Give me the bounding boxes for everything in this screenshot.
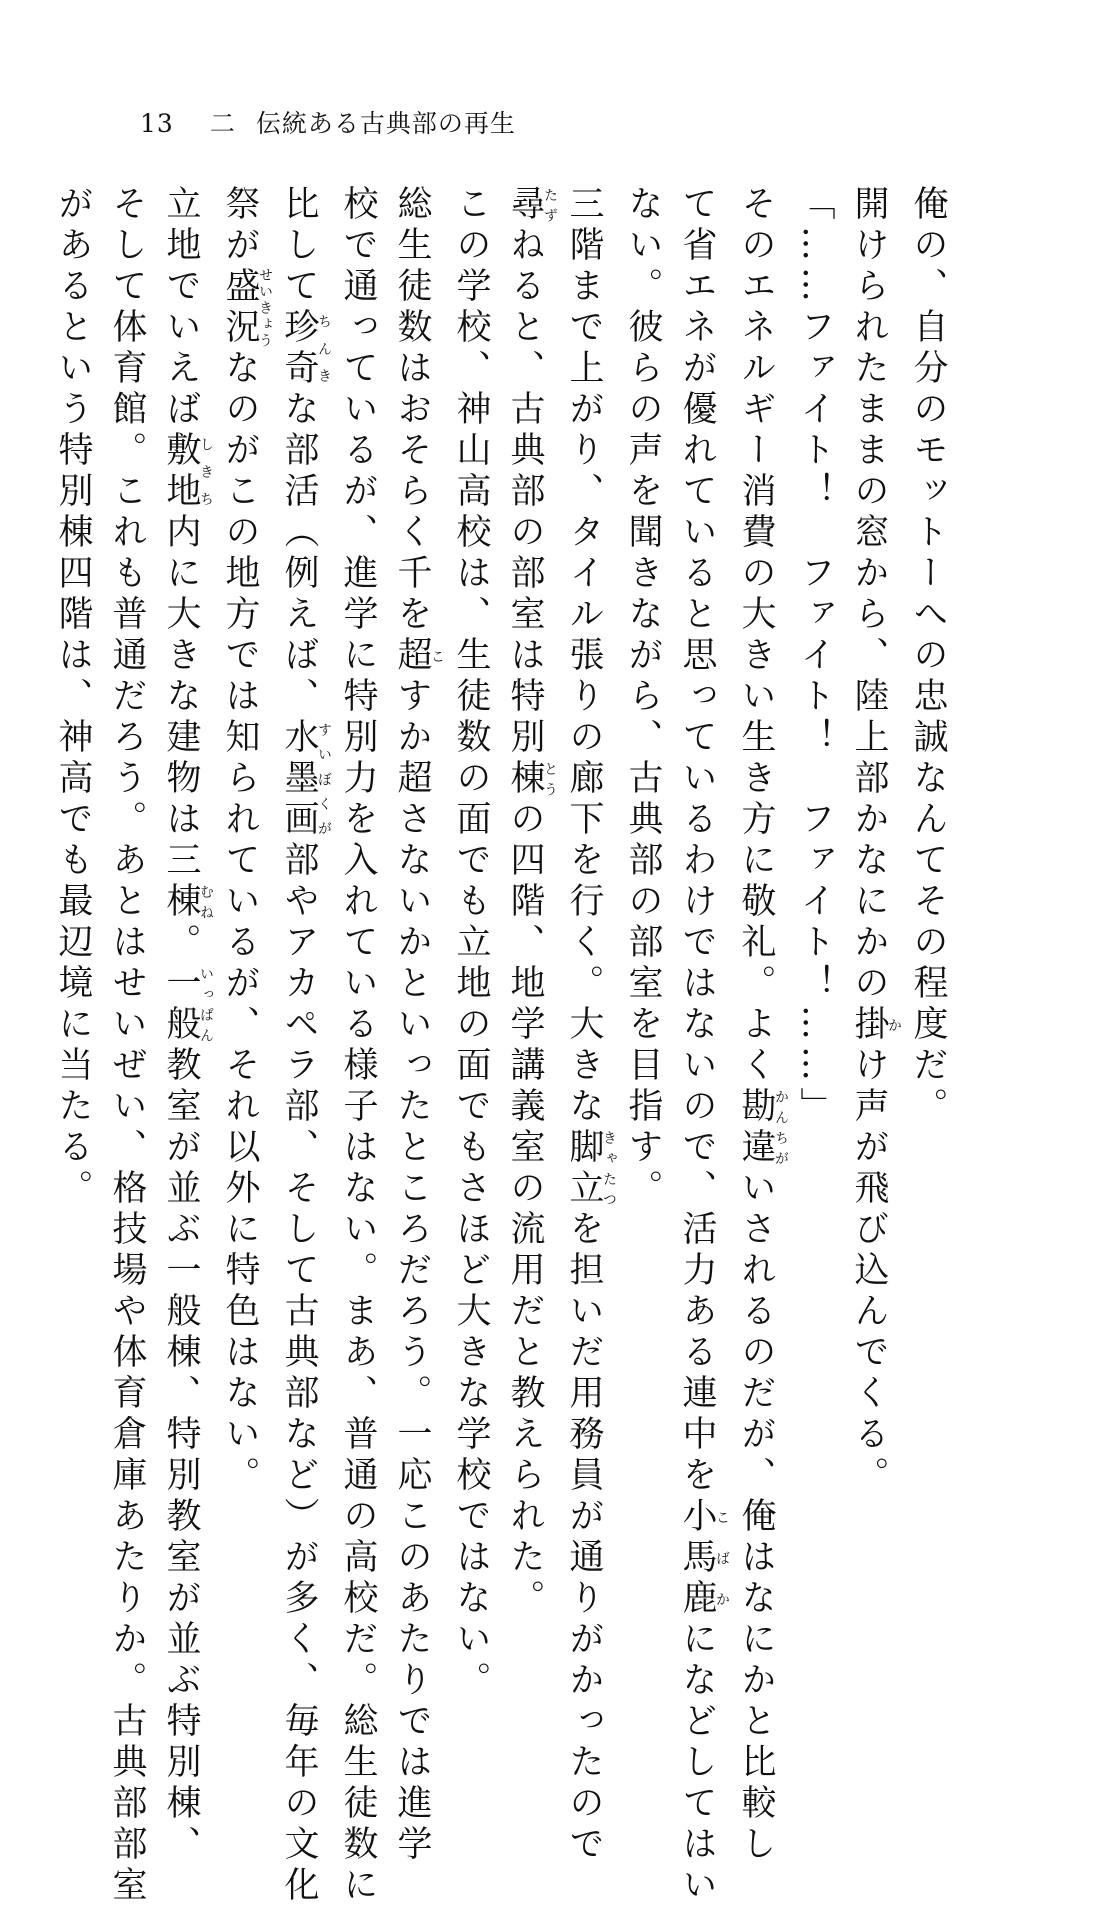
ruby-word [220,267,273,349]
text-segment: て省エネが優れていると思っているわけではないので、活力ある連中を [677,185,717,1497]
text-segment: になどしてはい [677,1620,717,1907]
text-line [842,185,901,1575]
body-text [46,185,955,1907]
ruby-reading: すいぼくが [316,718,332,841]
text-segment: を担いだ用務員が通りがかったので [564,1210,604,1866]
text-segment: 総生徒数はおそらく千を [392,185,432,636]
text-segment: の四階、地学講義室の流用だと教えられた。 [505,800,545,1620]
text-segment: な部活（例えば、 [279,390,319,718]
ruby-word [505,759,558,800]
ruby-base: 水墨画 [279,718,319,841]
text-line [901,185,955,1575]
ruby-reading: こばか [714,1497,730,1620]
chapter-number: 二 [209,109,236,138]
ruby-base: 脚立 [564,1128,604,1210]
ruby-base: 超 [392,636,432,677]
ruby-word [279,308,332,390]
text-segment: 。 [161,923,201,964]
text-segment: そのエネルギー消費の大きい生き方に敬礼。よく [736,185,776,1087]
text-segment: 部やアカペラ部、そして古典部など）が多く、毎年の文化 [279,841,319,1907]
ruby-reading: か [886,1005,902,1046]
ruby-reading: こ [429,636,445,677]
text-line [272,185,332,1907]
text-line [670,185,730,1907]
text-segment: なのがこの地方では知られているが、それ以外に特色はない。 [220,349,260,1497]
page-number: 13 [140,109,174,138]
ruby-word [849,1005,902,1046]
ruby-reading: ちんき [316,308,332,390]
text-line [385,185,445,1866]
ruby-word [161,431,214,513]
ruby-base: 小馬鹿 [677,1497,717,1620]
ruby-reading: とう [542,759,558,800]
ruby-reading: かんちが [773,1087,789,1169]
ruby-base: 敷地 [161,431,201,513]
chapter-title: 伝統ある古典部の再生 [255,109,516,138]
text-segment: 立地でいえば [161,185,201,431]
text-line [444,185,498,1702]
text-segment: 教室が並ぶ一般棟、特別教室が並ぶ特別棟、 [161,1046,201,1866]
ruby-word [677,1497,730,1620]
ruby-reading: たず [542,185,558,226]
ruby-base: 一般 [161,964,201,1046]
ruby-word [279,718,332,841]
ruby-base: 尋 [505,185,545,226]
text-line [616,185,670,1575]
ruby-word [505,185,558,226]
text-segment: 三階まで上がり、タイル張りの廊下を行く。大きな [564,185,604,1128]
text-segment: そして体育館。これも普通だろう。あとはせいぜい、格技場や体育倉庫あたりか。古典部部室 [107,185,147,1907]
text-line [46,185,100,1575]
ruby-word [161,964,214,1046]
text-segment: 「……ファイト！ ファイト！ ファイト！……」 [795,185,835,1128]
text-line [154,185,214,1866]
text-segment: 校で通っているが、進学に特別力を入れている様子はない。まあ、普通の高校だ。総生徒数に [338,185,378,1907]
text-segment: ない。彼らの声を聞きながら、古典部の部室を目指す。 [623,185,663,1210]
ruby-base: 勘違 [736,1087,776,1169]
text-segment: 比して [279,185,319,308]
ruby-reading: しきち [198,431,214,513]
text-segment: け声が飛び込んでくる。 [849,1046,889,1497]
ruby-reading: きゃたつ [601,1128,617,1210]
ruby-base: 掛 [849,1005,889,1046]
text-line [788,185,842,1575]
text-line [557,185,617,1866]
ruby-word [564,1128,617,1210]
text-line [331,185,385,1907]
text-line [213,185,272,1575]
text-segment: 開けられたままの窓から、陸上部かなにかの [849,185,889,1005]
text-segment: 内に大きな建物は三 [161,513,201,882]
text-segment: すか超さないかといったところだろう。一応このあたりでは進学 [392,677,432,1866]
text-segment: いされるのだが、俺はなにかと比較し [736,1169,776,1866]
ruby-base: 珍奇 [279,308,319,390]
ruby-base: 棟 [505,759,545,800]
ruby-reading: せいきょう [257,267,273,349]
text-segment: があるという特別棟四階は、神高でも最辺境に当たる。 [53,185,93,1210]
ruby-reading: むね [198,882,214,923]
ruby-base: 棟 [161,882,201,923]
text-line [100,185,154,1907]
ruby-word [736,1087,789,1169]
running-head [140,104,516,140]
ruby-word [161,882,214,923]
ruby-reading: いっぱん [198,964,214,1046]
text-segment: 祭が [220,185,260,267]
text-line [729,185,789,1866]
text-segment: この学校、神山高校は、生徒数の面でも立地の面でもさほど大きな学校ではない。 [451,185,491,1702]
text-segment: 俺の、自分のモットーへの忠誠なんてその程度だ。 [908,185,948,1128]
text-segment: ねると、古典部の部室は特別 [505,226,545,759]
text-line [498,185,558,1620]
ruby-word [392,636,445,677]
ruby-base: 盛況 [220,267,260,349]
